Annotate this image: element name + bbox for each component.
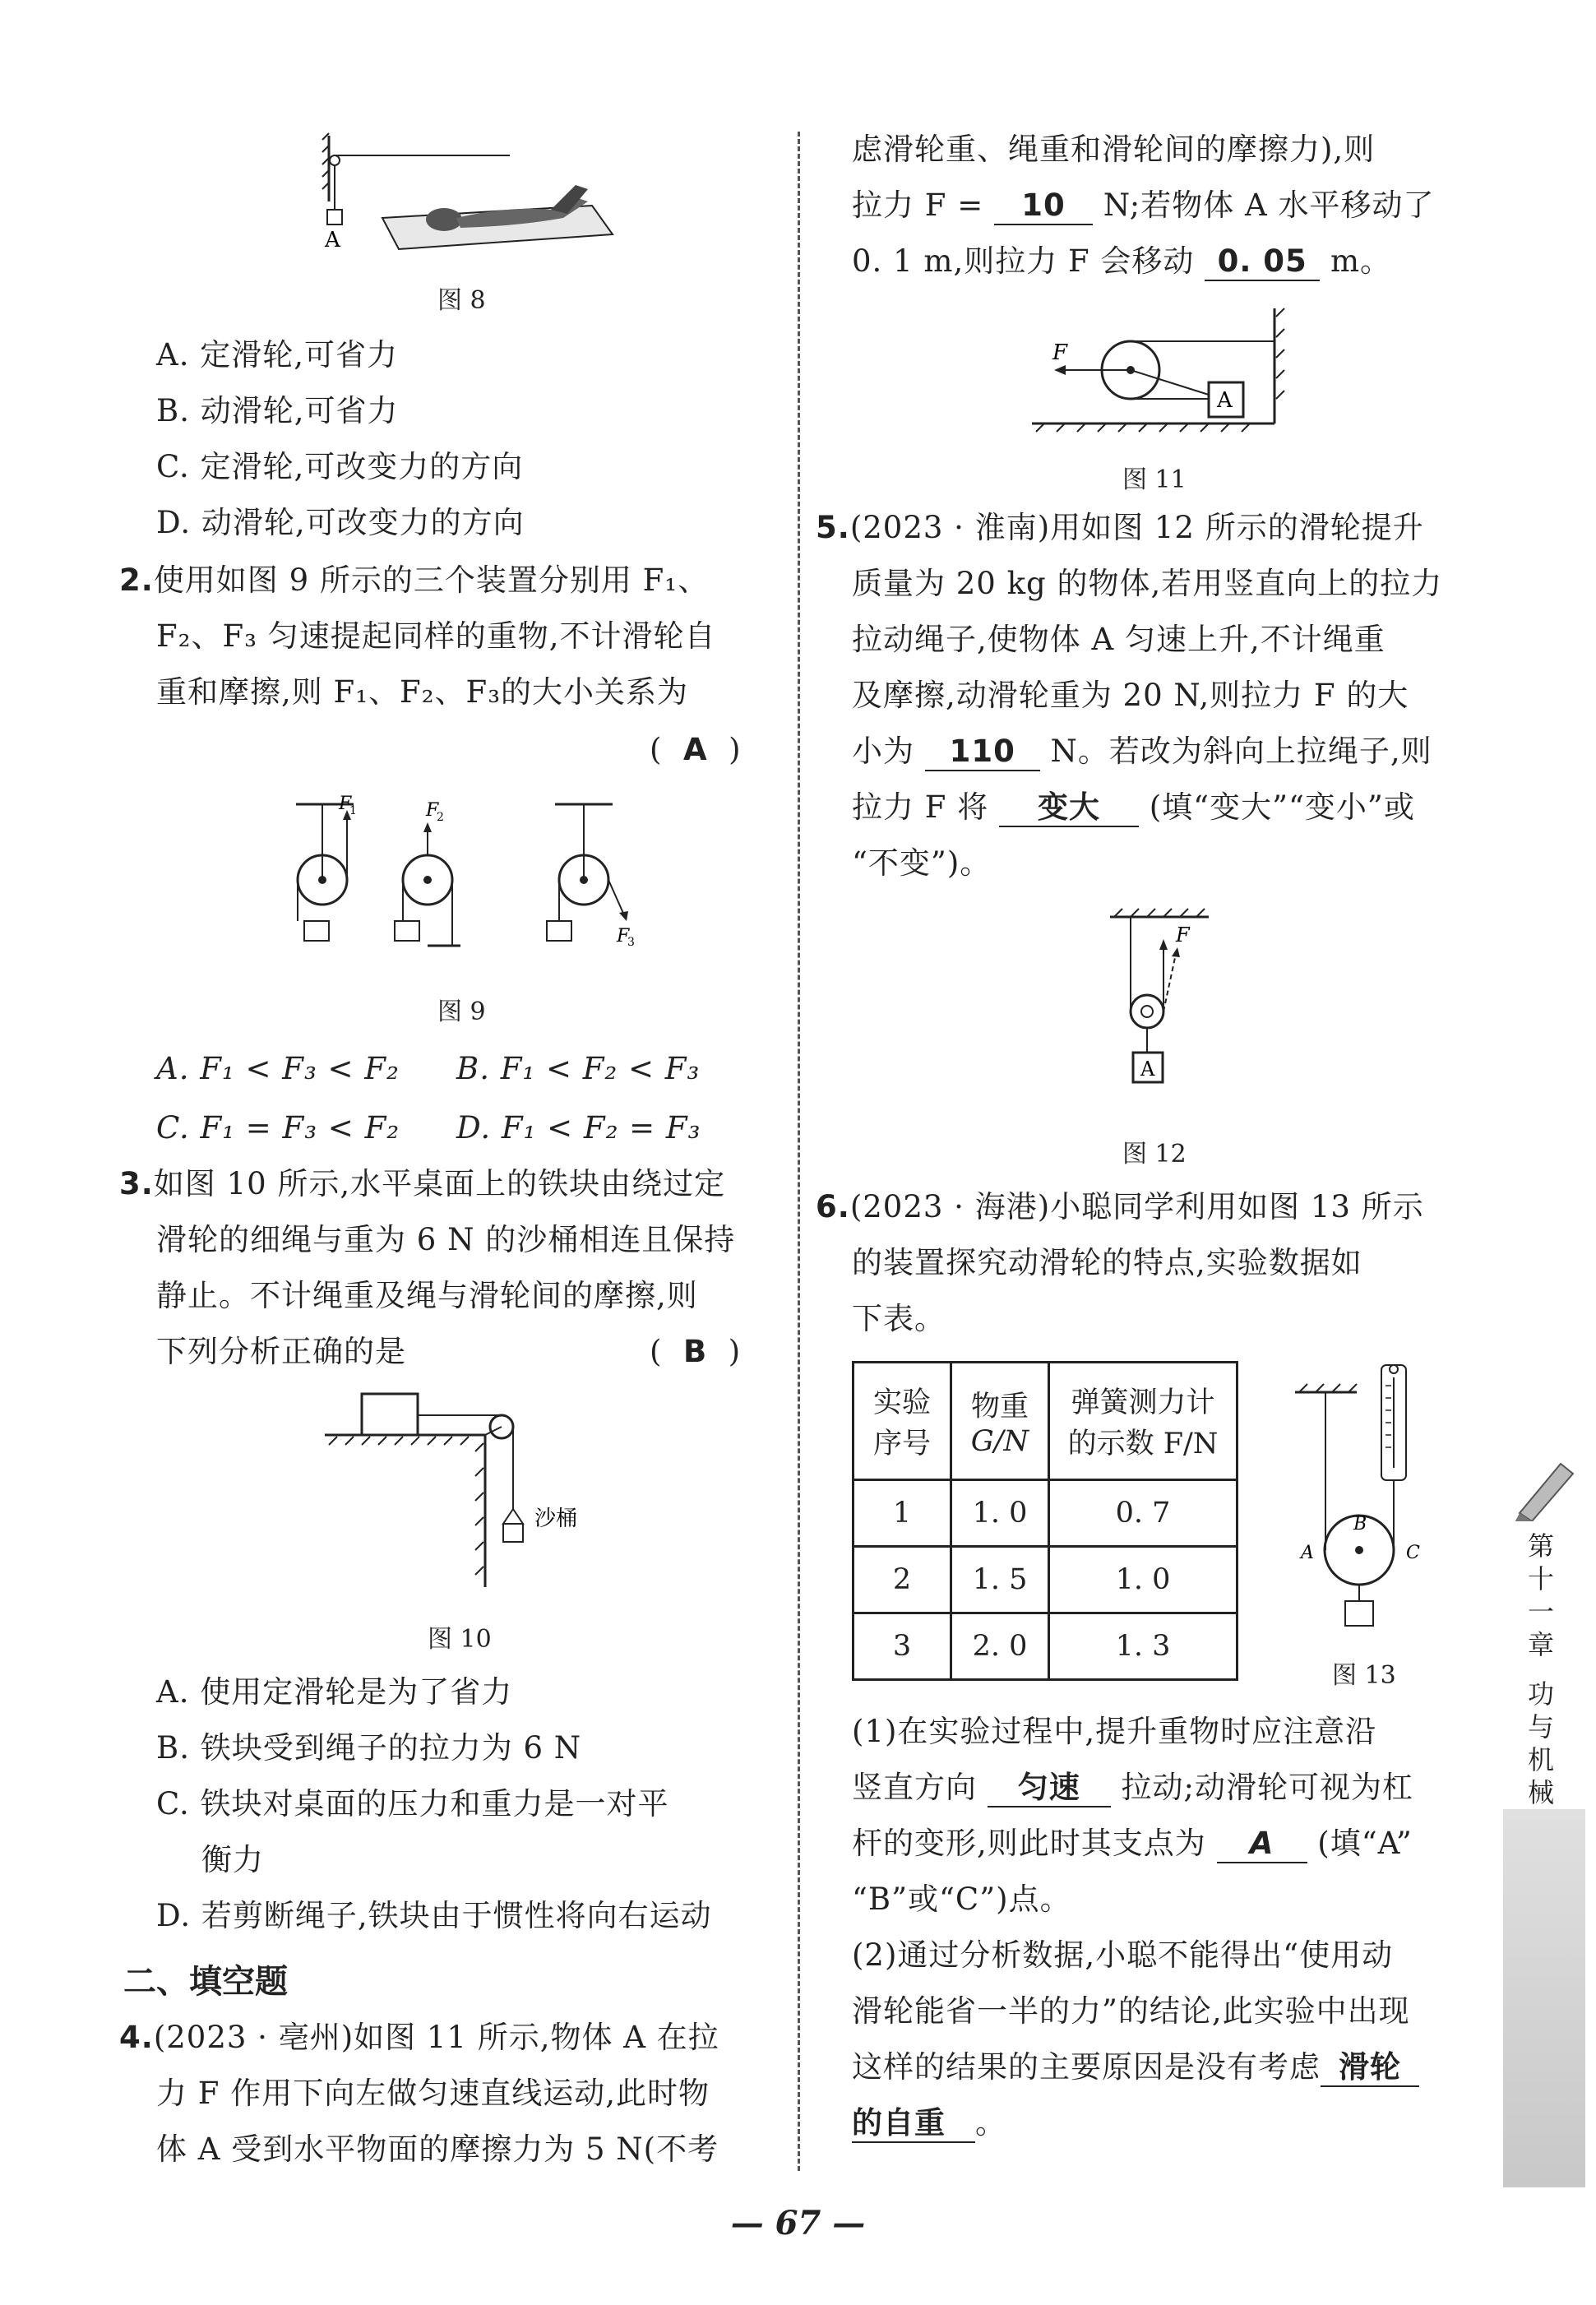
fig12-caption: 图 12	[1122, 1140, 1187, 1169]
q4-cont-1: 虑滑轮重、绳重和滑轮间的摩擦力),则	[852, 132, 1376, 167]
q2-answer-bracket: ( A )	[650, 732, 742, 767]
fig10-caption: 图 10	[428, 1625, 492, 1654]
q6-p2-line-1: (2)通过分析数据,小聪不能得出“使用动	[852, 1937, 1394, 1973]
q5-line-1	[816, 510, 1424, 546]
q4-blank-force: 10	[994, 187, 1093, 225]
experiment-table	[852, 1361, 1238, 1681]
table-row	[854, 1547, 1237, 1613]
column-divider	[798, 132, 800, 2171]
q2-line-3: 重和摩擦,则 F₁、F₂、F₃的大小关系为	[156, 674, 689, 710]
q4-line-3: 体 A 受到水平物面的摩擦力为 5 N(不考	[156, 2131, 719, 2167]
q6-p1-line-2-pre: 竖直方向	[852, 1770, 977, 1805]
figure-10	[317, 1386, 613, 1599]
q1-option-b: B. 动滑轮,可省力	[156, 393, 399, 428]
svg-text:F: F	[1052, 340, 1068, 365]
q6-text: (2023 · 海港)小聪同学利用如图 13 所示	[849, 1189, 1424, 1224]
table-cell: 1. 0	[951, 1480, 1049, 1547]
section-fill-in-blank: 二、填空题	[123, 1963, 288, 2001]
q6-p1-line-1: (1)在实验过程中,提升重物时应注意沿	[852, 1714, 1377, 1749]
q3-option-c: C. 铁块对桌面的压力和重力是一对平	[156, 1786, 669, 1821]
q5-text: (2023 · 淮南)用如图 12 所示的滑轮提升	[849, 510, 1424, 545]
q6-line-1	[816, 1189, 1424, 1225]
header-weight-l2: G/N	[970, 1425, 1029, 1458]
q4-number: 4.	[119, 2020, 154, 2055]
q6-p1-line-2-post: 拉动;动滑轮可视为杠	[1121, 1770, 1413, 1805]
q2-answer: A	[682, 732, 708, 767]
q4-text: (2023 · 亳州)如图 11 所示,物体 A 在拉	[153, 2020, 719, 2055]
q2-option-a: A. F₁ < F₃ < F₂	[156, 1051, 400, 1086]
svg-text:F: F	[339, 794, 352, 814]
figure-13	[1291, 1361, 1455, 1641]
fig11-caption: 图 11	[1122, 465, 1187, 494]
svg-text:C: C	[1406, 1543, 1420, 1563]
table-cell: 2. 0	[951, 1613, 1049, 1680]
q2-number: 2.	[119, 562, 154, 598]
q6-blank-reason-b: 的自重	[852, 2105, 975, 2143]
q3-option-c-cont: 衡力	[201, 1842, 264, 1877]
q5-line-5-post: N。若改为斜向上拉绳子,则	[1050, 734, 1432, 769]
q3-line-3: 静止。不计绳重及绳与滑轮间的摩擦,则	[156, 1278, 698, 1313]
q6-p2-line-4	[852, 2105, 1006, 2143]
q6-p1-line-3-post: (填“A”	[1317, 1826, 1413, 1861]
q2-text: 使用如图 9 所示的三个装置分别用 F₁、	[153, 562, 710, 598]
q6-p2-line-3	[852, 2049, 1419, 2087]
q1-option-c: C. 定滑轮,可改变力的方向	[156, 449, 524, 484]
q5-line-4: 及摩擦,动滑轮重为 20 N,则拉力 F 的大	[852, 678, 1409, 713]
header-weight-l1: 物重	[970, 1391, 1029, 1423]
q4-cont-2	[852, 187, 1435, 225]
header-seq-l1: 实验	[872, 1386, 931, 1419]
q5-line-5	[852, 734, 1432, 771]
header-seq-l2: 序号	[872, 1428, 931, 1460]
q2-option-b: B. F₁ < F₂ < F₃	[456, 1051, 701, 1086]
q4-cont-3-pre: 0. 1 m,则拉力 F 会移动	[852, 243, 1195, 279]
table-cell: 1. 0	[1049, 1547, 1237, 1613]
q6-blank-uniform: 匀速	[988, 1770, 1111, 1807]
q6-p2-line-2: 滑轮能省一半的力”的结论,此实验中出现	[852, 1993, 1410, 2029]
q4-cont-3	[852, 243, 1391, 281]
svg-text:F: F	[1176, 923, 1190, 947]
q6-number: 6.	[816, 1189, 850, 1224]
header-reading	[1049, 1363, 1237, 1480]
table-row	[854, 1613, 1237, 1680]
svg-text:F: F	[426, 800, 439, 821]
q5-blank-force: 110	[925, 734, 1040, 771]
q5-line-6	[852, 789, 1415, 827]
svg-text:2: 2	[437, 811, 444, 824]
q6-p2-line-4-post: 。	[975, 2105, 1006, 2141]
q1-option-a: A. 定滑轮,可省力	[156, 337, 399, 373]
q2-line-1	[119, 562, 709, 599]
q6-blank-reason-a: 滑轮	[1321, 2049, 1419, 2087]
q6-p2-line-3-pre: 这样的结果的主要原因是没有考虑	[852, 2049, 1321, 2085]
q4-line-2: 力 F 作用下向左做匀速直线运动,此时物	[156, 2076, 710, 2111]
q6-p1-line-3-pre: 杆的变形,则此时其支点为	[852, 1826, 1206, 1861]
q1-option-d: D. 动滑轮,可改变力的方向	[156, 505, 525, 540]
chapter-label: 第十一章	[1528, 1530, 1555, 1660]
figure-8	[304, 127, 617, 259]
fig13-caption: 图 13	[1332, 1661, 1396, 1690]
q3-answer-bracket: ( B )	[650, 1334, 742, 1369]
sidebar-gray-bar	[1503, 1809, 1585, 2187]
fig9-caption: 图 9	[437, 997, 486, 1026]
q3-line-1	[119, 1166, 725, 1202]
q6-line-2: 的装置探究动滑轮的特点,实验数据如	[852, 1245, 1362, 1280]
q5-line-7: “不变”)。	[852, 845, 992, 881]
q3-line-4: 下列分析正确的是	[156, 1334, 406, 1369]
figure-11	[1020, 300, 1291, 440]
svg-text:F: F	[617, 926, 630, 947]
table-header-row	[854, 1363, 1237, 1480]
fig8-caption: 图 8	[437, 286, 486, 315]
q2-line-2: F₂、F₃ 匀速提起同样的重物,不计滑轮自	[156, 618, 716, 654]
chapter-sidebar	[1503, 1447, 1585, 2187]
table-row	[854, 1480, 1237, 1547]
header-reading-l1: 弹簧测力计	[1071, 1386, 1215, 1419]
svg-text:3: 3	[627, 936, 635, 949]
q4-cont-2-post: N;若物体 A 水平移动了	[1103, 187, 1435, 223]
q6-p1-line-2	[852, 1770, 1413, 1807]
q3-answer: B	[682, 1334, 708, 1369]
svg-text:A: A	[325, 228, 340, 252]
header-reading-l2: 的示数 F/N	[1067, 1428, 1219, 1460]
q4-cont-2-pre: 拉力 F =	[852, 187, 984, 223]
chapter-title: 功与机械	[1528, 1678, 1555, 1808]
svg-text:B: B	[1353, 1514, 1367, 1534]
header-seq	[854, 1363, 951, 1480]
figure-12	[1094, 905, 1225, 1118]
q6-p1-line-3	[852, 1826, 1413, 1863]
q5-blank-change: 变大	[999, 789, 1139, 827]
q5-line-6-post: (填“变大”“变小”或	[1149, 789, 1415, 825]
q4-cont-3-post: m。	[1330, 243, 1392, 279]
figure-9	[263, 789, 658, 962]
fig10-sand-bucket-label: 沙桶	[534, 1507, 578, 1531]
q6-p1-line-4: “B”或“C”)点。	[852, 1881, 1071, 1917]
q3-option-a: A. 使用定滑轮是为了省力	[156, 1674, 513, 1710]
table-cell: 1. 5	[951, 1547, 1049, 1613]
q6-line-3: 下表。	[852, 1301, 946, 1336]
q3-option-d: D. 若剪断绳子,铁块由于惯性将向右运动	[156, 1898, 712, 1933]
q5-line-6-pre: 拉力 F 将	[852, 789, 989, 825]
q5-line-3: 拉动绳子,使物体 A 匀速上升,不计绳重	[852, 622, 1386, 657]
q4-blank-distance: 0. 05	[1205, 243, 1320, 281]
svg-text:A: A	[1301, 1543, 1314, 1563]
svg-text:A: A	[1140, 1058, 1155, 1081]
q5-line-5-pre: 小为	[852, 734, 914, 769]
page-number: — 67 —	[730, 2204, 866, 2243]
q6-blank-fulcrum: A	[1217, 1826, 1307, 1863]
pencil-icon	[1503, 1447, 1585, 1521]
header-weight	[951, 1363, 1049, 1480]
q3-number: 3.	[119, 1166, 154, 1201]
q2-option-d: D. F₁ < F₂ = F₃	[456, 1110, 701, 1146]
svg-text:1: 1	[349, 804, 357, 817]
q4-line-1	[119, 2020, 719, 2056]
table-cell: 0. 7	[1049, 1480, 1237, 1547]
table-cell: 2	[854, 1547, 951, 1613]
q5-line-2: 质量为 20 kg 的物体,若用竖直向上的拉力	[852, 566, 1443, 601]
table-cell: 1. 3	[1049, 1613, 1237, 1680]
table-cell: 1	[854, 1480, 951, 1547]
table-cell: 3	[854, 1613, 951, 1680]
q2-option-c: C. F₁ = F₃ < F₂	[156, 1110, 400, 1146]
q3-line-2: 滑轮的细绳与重为 6 N 的沙桶相连且保持	[156, 1222, 736, 1257]
svg-text:A: A	[1217, 388, 1233, 413]
q5-number: 5.	[816, 510, 850, 545]
q3-option-b: B. 铁块受到绳子的拉力为 6 N	[156, 1730, 582, 1766]
q3-text: 如图 10 所示,水平桌面上的铁块由绕过定	[153, 1166, 726, 1201]
